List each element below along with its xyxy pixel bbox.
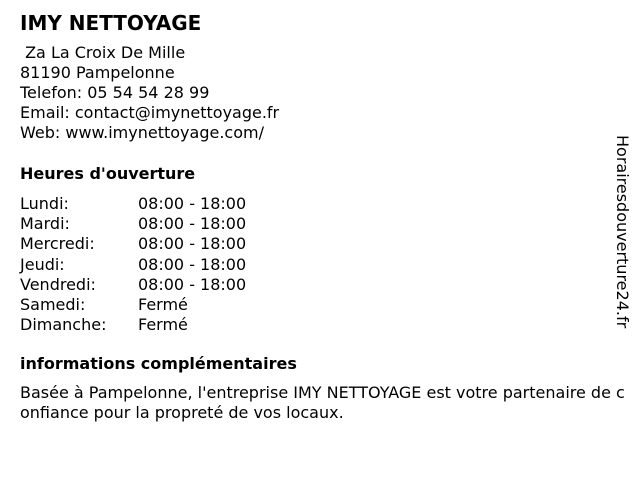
hours-row-sunday [20, 315, 246, 335]
hours-row-monday [20, 194, 246, 214]
email-address: Email: contact@imynettoyage.fr [20, 103, 280, 122]
day-label: Mardi: [20, 214, 70, 234]
day-label: Vendredi: [20, 274, 96, 294]
additional-info-heading: informations complémentaires [20, 354, 297, 373]
city-address: 81190 Pampelonne [20, 63, 175, 82]
day-hours: 08:00 - 18:00 [138, 234, 247, 254]
day-hours: 08:00 - 18:00 [138, 194, 247, 213]
opening-hours-heading: Heures d'ouverture [20, 164, 196, 183]
day-hours: Fermé [138, 294, 188, 314]
business-name: IMY NETTOYAGE [20, 11, 202, 35]
hours-row-thursday [20, 255, 246, 275]
day-label: Samedi: [20, 294, 86, 314]
day-hours: 08:00 - 18:00 [138, 254, 247, 274]
day-label: Lundi: [20, 194, 69, 213]
hours-row-friday [20, 275, 246, 295]
day-hours: Fermé [138, 315, 188, 335]
day-label: Mercredi: [20, 234, 95, 254]
day-label: Dimanche: [20, 315, 107, 335]
hours-row-wednesday [20, 234, 246, 254]
site-watermark: Horairesdouverture24.fr [613, 135, 632, 329]
hours-row-tuesday [20, 214, 246, 234]
phone-number: Telefon: 05 54 54 28 99 [20, 83, 210, 102]
business-address [20, 43, 279, 143]
hours-row-saturday [20, 295, 246, 315]
website-address: Web: www.imynettoyage.com/ [20, 123, 264, 142]
street-address: Za La Croix De Mille [20, 43, 186, 62]
day-hours: 08:00 - 18:00 [138, 274, 247, 294]
day-hours: 08:00 - 18:00 [138, 214, 247, 234]
opening-hours-table [20, 194, 246, 335]
additional-info-text: Basée à Pampelonne, l'entreprise IMY NETTOYAGE est votre partenaire de confiance pour la propreté de vos locaux. [20, 383, 625, 422]
day-label: Jeudi: [20, 254, 65, 274]
